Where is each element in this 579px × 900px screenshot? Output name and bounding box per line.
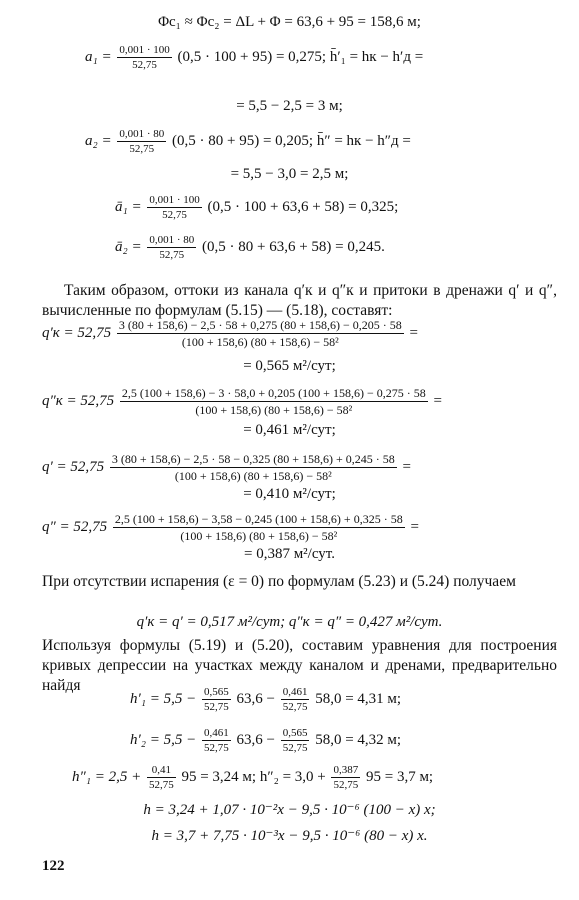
h1-double-prime-fraction: [147, 764, 176, 791]
equation-h1-prime: [130, 686, 401, 713]
q-double-prime-fraction: [113, 512, 405, 543]
equals-sign: =: [409, 324, 418, 341]
page-number: 122: [42, 858, 65, 874]
h1-prime-fraction-2-den: 52,75: [282, 701, 308, 713]
h1-double-prime-lhs: h″₁ = 2,5 +: [72, 768, 142, 785]
h1-prime-fraction-2-num: 0,461: [282, 686, 308, 698]
h1-double-prime-num: 0,41: [147, 764, 176, 778]
qk-prime-denominator: (100 + 158,6) (80 + 158,6) − 58²: [181, 335, 339, 349]
equation-curve-1-text: h = 3,24 + 1,07 · 10⁻²x − 9,5 · 10⁻⁶ (100 − x) x;: [143, 802, 436, 818]
qk-prime-fraction: [117, 318, 404, 349]
qk-double-prime-fraction: [120, 386, 428, 417]
q-double-prime-numerator: 2,5 (100 + 158,6) − 3,58 − 0,245 (100 + 158,6) + 0,325 · 58: [114, 512, 403, 526]
h2-prime-mid: 63,6 −: [236, 731, 275, 748]
h1-prime-fraction-1-den: 52,75: [204, 701, 229, 713]
qk-double-prime-numerator: 2,5 (100 + 158,6) − 3 · 58,0 + 0,205 (100 + 158,6) − 0,275 · 58: [121, 386, 426, 400]
equation-qk-double-prime: [42, 386, 442, 417]
h2-prime-fraction-2-num: 0,565: [282, 727, 308, 739]
paragraph-flows-intro: Таким образом, оттоки из канала q′к и q″к и притоки в дренажи q′ и q″, вычисленные по формулам (5.15) — (5.18), составят:: [42, 282, 557, 319]
a2-lhs: a₂ =: [85, 132, 112, 149]
result-q-prime-text: = 0,410 м²/сут;: [243, 486, 336, 502]
h2-double-prime-fraction: [331, 764, 360, 791]
h1-double-prime-den: 52,75: [148, 779, 174, 791]
qk-prime-lhs: q′к = 52,75: [42, 324, 112, 341]
a2-bar-rhs: (0,5 · 80 + 63,6 + 58) = 0,245.: [202, 238, 385, 255]
result-qk-double-prime-text: = 0,461 м²/сут;: [243, 422, 336, 438]
equation-qk-prime: [42, 318, 418, 349]
h1-prime-fraction-2: [281, 686, 310, 713]
paragraph-depression-curves: Используя формулы (5.19) и (5.20), составим уравнения для построения кривых депрессии на участках между каналом и дренами, предварительно найдя: [42, 637, 557, 694]
h1-prime-fraction-1-num: 0,565: [204, 686, 229, 698]
a2-bar-denominator: 52,75: [159, 249, 185, 261]
a1-bar-lhs: ā₁ =: [115, 198, 142, 215]
result-qk-double-prime: [0, 422, 579, 439]
a1-bar-fraction: [147, 194, 201, 221]
q-double-prime-lhs: q″ = 52,75: [42, 518, 108, 535]
a1-rhs: (0,5 · 100 + 95) = 0,275; h̄′₁ = hк − h′д =: [177, 48, 424, 65]
equals-sign: =: [410, 518, 419, 535]
equation-phi: [0, 14, 579, 31]
equation-a1: [85, 44, 423, 71]
h2-prime-lhs: h′₂ = 5,5 −: [130, 731, 197, 748]
a1-bar-denominator: 52,75: [162, 209, 187, 221]
a2-bar-fraction: [147, 234, 196, 261]
h2-prime-result: 58,0 = 4,32 м;: [315, 731, 402, 748]
equals-sign: =: [402, 458, 411, 475]
equation-a1-bar: [115, 194, 398, 221]
a1-bar-rhs: (0,5 · 100 + 63,6 + 58) = 0,325;: [207, 198, 399, 215]
equation-h2-prime: [130, 727, 401, 754]
q-prime-denominator: (100 + 158,6) (80 + 158,6) − 58²: [174, 469, 332, 483]
h-double-prime-mid: 95 = 3,24 м; h″₂ = 3,0 +: [181, 768, 326, 785]
h2-prime-fraction-2: [281, 727, 310, 754]
q-double-prime-denominator: (100 + 158,6) (80 + 158,6) − 58²: [180, 529, 338, 543]
result-q-prime: [0, 486, 579, 503]
result-q-double-prime-text: = 0,387 м²/сут.: [243, 546, 335, 562]
h2-double-prime-result: 95 = 3,7 м;: [365, 768, 434, 785]
a1-lhs: a₁ =: [85, 48, 112, 65]
qk-double-prime-lhs: q″к = 52,75: [42, 392, 115, 409]
h2-prime-fraction-1: [202, 727, 231, 754]
equation-no-evaporation: [0, 614, 579, 631]
equation-q-prime: [42, 452, 411, 483]
a2-bar-numerator: 0,001 · 80: [149, 234, 195, 246]
q-prime-fraction: [110, 452, 397, 483]
equation-curve-1: [0, 800, 579, 819]
a2-denominator: 52,75: [129, 143, 155, 155]
a1-denominator: 52,75: [132, 59, 157, 71]
equation-a2-bar: [115, 234, 385, 261]
equation-q-double-prime: [42, 512, 419, 543]
a1-fraction: [117, 44, 171, 71]
h1-prime-result: 58,0 = 4,31 м;: [315, 690, 402, 707]
result-q-double-prime: [0, 546, 579, 563]
q-prime-lhs: q′ = 52,75: [42, 458, 105, 475]
equation-h-double-prime: [72, 764, 433, 791]
h1-prime-lhs: h′₁ = 5,5 −: [130, 690, 197, 707]
equation-a2: [85, 128, 411, 155]
a1-numerator: 0,001 · 100: [119, 44, 170, 56]
a1-bar-numerator: 0,001 · 100: [149, 194, 200, 206]
a1-continuation-text: = 5,5 − 2,5 = 3 м;: [236, 98, 343, 114]
h2-double-prime-den: 52,75: [333, 779, 359, 791]
qk-double-prime-denominator: (100 + 158,6) (80 + 158,6) − 58²: [195, 403, 353, 417]
equation-phi-text: Φc₁ ≈ Φc₂ = ΔL + Φ = 63,6 + 95 = 158,6 м;: [158, 14, 421, 30]
equation-curve-2: [0, 826, 579, 845]
equation-curve-2-text: h = 3,7 + 7,75 · 10⁻³x − 9,5 · 10⁻⁶ (80 − x) x.: [151, 828, 428, 844]
a2-continuation-text: = 5,5 − 3,0 = 2,5 м;: [230, 166, 349, 182]
qk-prime-numerator: 3 (80 + 158,6) − 2,5 · 58 + 0,275 (80 + 158,6) − 0,205 · 58: [118, 318, 402, 332]
a2-numerator: 0,001 · 80: [119, 128, 165, 140]
equals-sign: =: [433, 392, 442, 409]
q-prime-numerator: 3 (80 + 158,6) − 2,5 · 58 − 0,325 (80 + 158,6) + 0,245 · 58: [111, 452, 395, 466]
equation-a2-continuation: [0, 166, 579, 183]
a2-fraction: [117, 128, 166, 155]
paragraph-no-evaporation: При отсутствии испарения (ε = 0) по формулам (5.23) и (5.24) получаем: [42, 573, 516, 590]
result-qk-prime-text: = 0,565 м²/сут;: [243, 358, 336, 374]
h2-prime-fraction-2-den: 52,75: [282, 742, 308, 754]
equation-a1-continuation: [0, 98, 579, 115]
h2-double-prime-num: 0,387: [333, 764, 359, 776]
h2-prime-fraction-1-num: 0,461: [204, 727, 229, 739]
h2-prime-fraction-1-den: 52,75: [204, 742, 229, 754]
a2-bar-lhs: ā₂ =: [115, 238, 142, 255]
a2-rhs: (0,5 · 80 + 95) = 0,205; h̄″ = hк − h″д =: [172, 132, 411, 149]
h1-prime-mid: 63,6 −: [236, 690, 275, 707]
result-qk-prime: [0, 358, 579, 375]
equation-no-evaporation-text: q′к = q′ = 0,517 м²/сут; q″к = q″ = 0,427 м²/сут.: [136, 614, 443, 630]
h1-prime-fraction-1: [202, 686, 231, 713]
